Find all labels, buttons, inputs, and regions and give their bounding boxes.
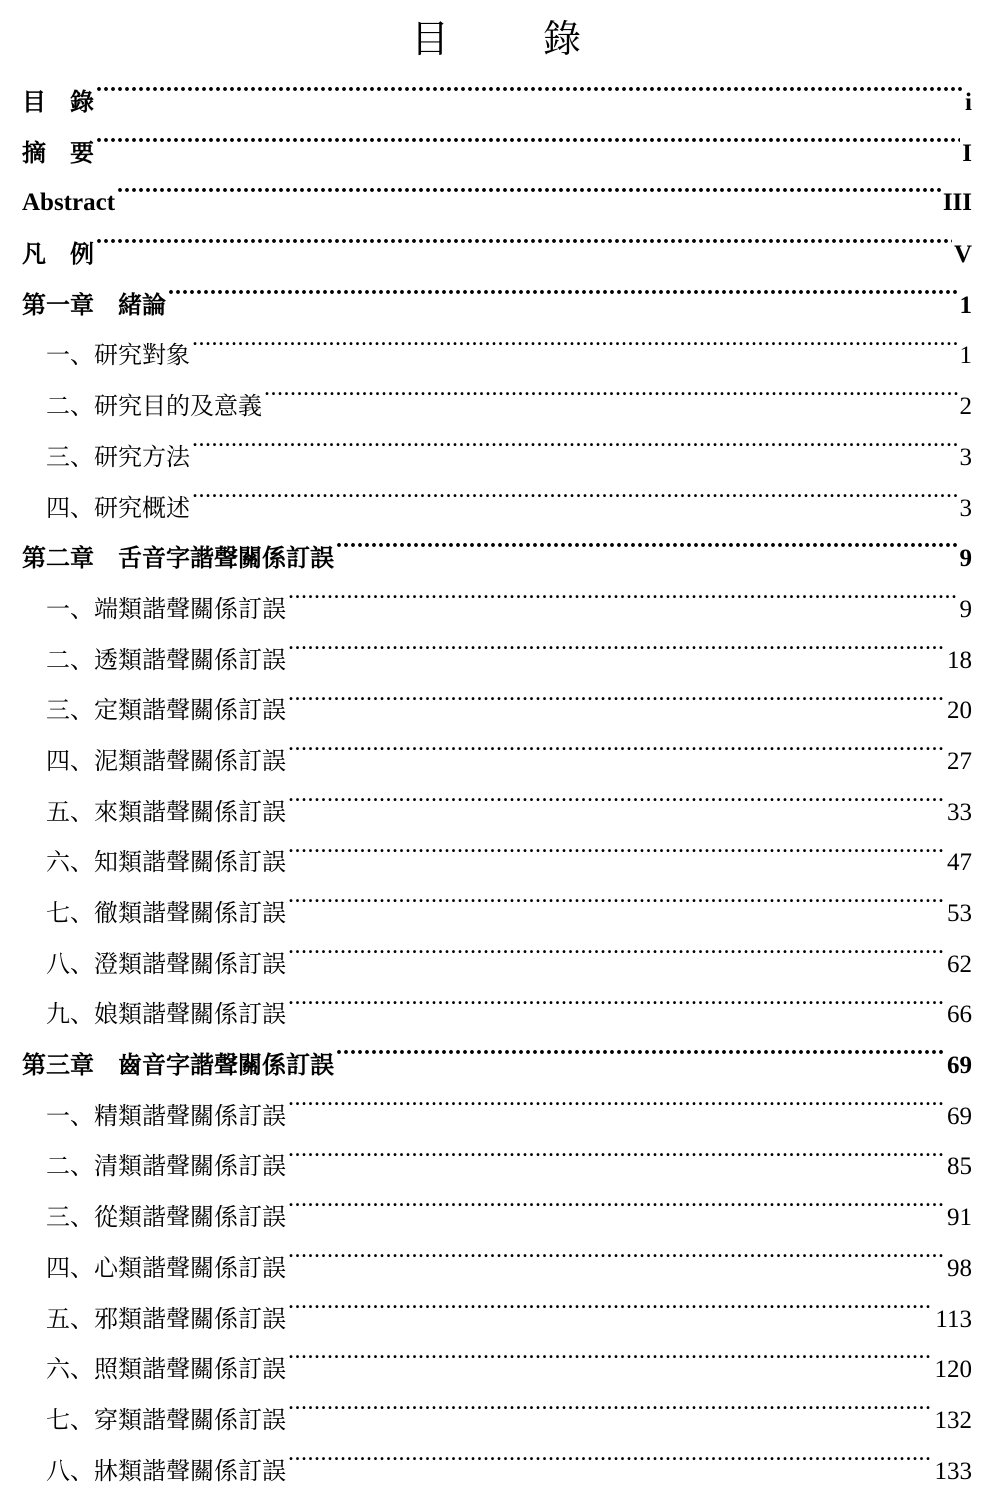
toc-entry-section[interactable]	[22, 1243, 972, 1294]
toc-entry-section[interactable]	[22, 432, 972, 483]
toc-entry-label: 第三章 齒音字諧聲關係訂誤	[22, 1050, 334, 1080]
toc-entry-section[interactable]	[22, 837, 972, 888]
toc-entry-page-number: 133	[934, 1457, 972, 1485]
toc-entry-label: Abstract	[22, 189, 116, 217]
dot-leader	[288, 998, 945, 1022]
toc-entry-page-number: V	[953, 241, 972, 269]
toc-entry-page-number: I	[962, 139, 972, 167]
dot-leader	[288, 694, 945, 718]
toc-entry-page-number: 3	[959, 494, 972, 522]
toc-entry-page-number: 69	[947, 1052, 972, 1080]
dot-leader	[336, 1049, 945, 1073]
toc-entry-chapter[interactable]	[22, 280, 972, 331]
toc-entry-label: 四、泥類諧聲關係訂誤	[46, 746, 286, 775]
toc-entry-chapter[interactable]	[22, 128, 972, 179]
dot-leader	[288, 1303, 933, 1327]
toc-entry-section[interactable]	[22, 1294, 972, 1345]
toc-entry-page-number: 9	[959, 595, 972, 623]
toc-entry-section[interactable]	[22, 381, 972, 432]
toc-entry-label: 七、穿類諧聲關係訂誤	[46, 1405, 286, 1434]
toc-entry-section[interactable]	[22, 736, 972, 787]
toc-entry-label: 七、徹類諧聲關係訂誤	[46, 899, 286, 927]
toc-entry-label: 六、知類諧聲關係訂誤	[46, 848, 286, 877]
toc-entry-section[interactable]	[22, 939, 972, 990]
toc-entry-label: 四、研究概述	[46, 493, 190, 522]
toc-entry-page-number: 20	[947, 697, 972, 725]
dot-leader	[288, 593, 958, 617]
page-title: 目 錄	[410, 17, 609, 61]
toc-entry-chapter[interactable]	[22, 1040, 972, 1091]
dot-leader	[288, 745, 945, 769]
toc-entry-label: 八、澄類諧聲關係訂誤	[46, 949, 286, 978]
toc-entry-label: 摘 要	[22, 137, 94, 167]
toc-entry-page-number: 120	[934, 1356, 972, 1384]
dot-leader	[288, 1201, 945, 1225]
dot-leader	[288, 1404, 933, 1428]
toc-entry-chapter[interactable]	[22, 229, 972, 280]
toc-entry-label: 二、研究目的及意義	[46, 392, 262, 421]
toc-entry-section[interactable]	[22, 1446, 972, 1497]
dot-leader	[192, 441, 958, 465]
toc-entry-page-number: i	[965, 89, 972, 116]
toc-entry-label: 一、研究對象	[46, 341, 190, 370]
toc-entry-label: 凡 例	[22, 239, 94, 269]
toc-entry-label: 三、從類諧聲關係訂誤	[46, 1203, 286, 1232]
toc-entry-label: 二、透類諧聲關係訂誤	[46, 645, 286, 674]
toc-entry-page-number: 91	[947, 1204, 972, 1232]
toc-entry-page-number: 66	[947, 1001, 972, 1029]
dot-leader	[192, 339, 958, 363]
toc-entry-page-number: 98	[947, 1254, 972, 1282]
toc-entry-chapter[interactable]	[22, 178, 972, 229]
toc-entry-page-number: III	[942, 189, 972, 217]
toc-entry-label: 五、來類諧聲關係訂誤	[46, 797, 286, 826]
toc-entry-chapter[interactable]	[22, 533, 972, 584]
dot-leader	[117, 186, 941, 210]
toc-entry-label: 八、牀類諧聲關係訂誤	[46, 1456, 286, 1485]
dot-leader	[288, 1150, 945, 1174]
toc-entry-page-number: 2	[959, 393, 972, 421]
dot-leader	[288, 1353, 933, 1377]
toc-entry-section[interactable]	[22, 787, 972, 838]
toc-entry-label: 第一章 緒論	[22, 289, 166, 319]
dot-leader	[288, 796, 945, 820]
toc-entry-section[interactable]	[22, 989, 972, 1040]
dot-leader	[336, 542, 958, 566]
dot-leader	[288, 1455, 933, 1479]
toc-entry-page-number: 47	[947, 849, 972, 877]
toc-entry-section[interactable]	[22, 1192, 972, 1243]
toc-entry-label: 一、端類諧聲關係訂誤	[46, 594, 286, 623]
toc-entry-section[interactable]	[22, 685, 972, 736]
toc-entry-label: 四、心類諧聲關係訂誤	[46, 1253, 286, 1282]
toc-entry-page-number: 1	[959, 291, 972, 319]
toc-entry-page-number: 9	[959, 545, 972, 573]
toc-entry-chapter[interactable]	[22, 77, 972, 128]
toc-entry-section[interactable]	[22, 1141, 972, 1192]
toc-entry-label: 目 錄	[22, 87, 94, 116]
toc-entry-page-number: 132	[934, 1406, 972, 1434]
dot-leader	[264, 390, 958, 414]
toc-entry-page-number: 113	[935, 1305, 972, 1333]
toc-entry-page-number: 1	[959, 342, 972, 370]
toc-entry-section[interactable]	[22, 635, 972, 686]
toc-entry-section[interactable]	[22, 1395, 972, 1446]
toc-entry-page-number: 3	[959, 443, 972, 471]
dot-leader	[288, 1252, 945, 1276]
toc-entry-page-number: 69	[947, 1102, 972, 1130]
toc-entry-page-number: 85	[947, 1153, 972, 1181]
toc-entry-label: 三、研究方法	[46, 442, 190, 471]
toc-entry-label: 九、娘類諧聲關係訂誤	[46, 1000, 286, 1029]
toc-entry-page-number: 33	[947, 798, 972, 826]
dot-leader	[192, 492, 958, 516]
dot-leader	[288, 846, 945, 870]
dot-leader	[288, 644, 945, 668]
dot-leader	[96, 86, 963, 110]
dot-leader	[288, 897, 945, 921]
toc-entry-label: 六、照類諧聲關係訂誤	[46, 1355, 286, 1384]
toc-entry-label: 一、精類諧聲關係訂誤	[46, 1101, 286, 1130]
toc-entry-section[interactable]	[22, 483, 972, 534]
toc-entry-label: 第二章 舌音字諧聲關係訂誤	[22, 543, 334, 573]
dot-leader	[96, 137, 960, 161]
toc-entry-section[interactable]	[22, 1344, 972, 1395]
toc-list	[22, 77, 972, 1496]
dot-leader	[168, 289, 958, 313]
toc-entry-page-number: 62	[947, 950, 972, 978]
toc-entry-section[interactable]	[22, 584, 972, 635]
dot-leader	[288, 948, 945, 972]
toc-entry-section[interactable]	[22, 1091, 972, 1142]
toc-entry-section[interactable]	[22, 888, 972, 939]
toc-entry-section[interactable]	[22, 330, 972, 381]
toc-entry-page-number: 53	[947, 900, 972, 927]
dot-leader	[288, 1100, 945, 1124]
toc-entry-page-number: 18	[947, 646, 972, 674]
dot-leader	[96, 238, 952, 262]
toc-entry-label: 二、清類諧聲關係訂誤	[46, 1152, 286, 1181]
toc-entry-label: 五、邪類諧聲關係訂誤	[46, 1304, 286, 1333]
toc-entry-label: 三、定類諧聲關係訂誤	[46, 696, 286, 725]
toc-entry-page-number: 27	[947, 747, 972, 775]
